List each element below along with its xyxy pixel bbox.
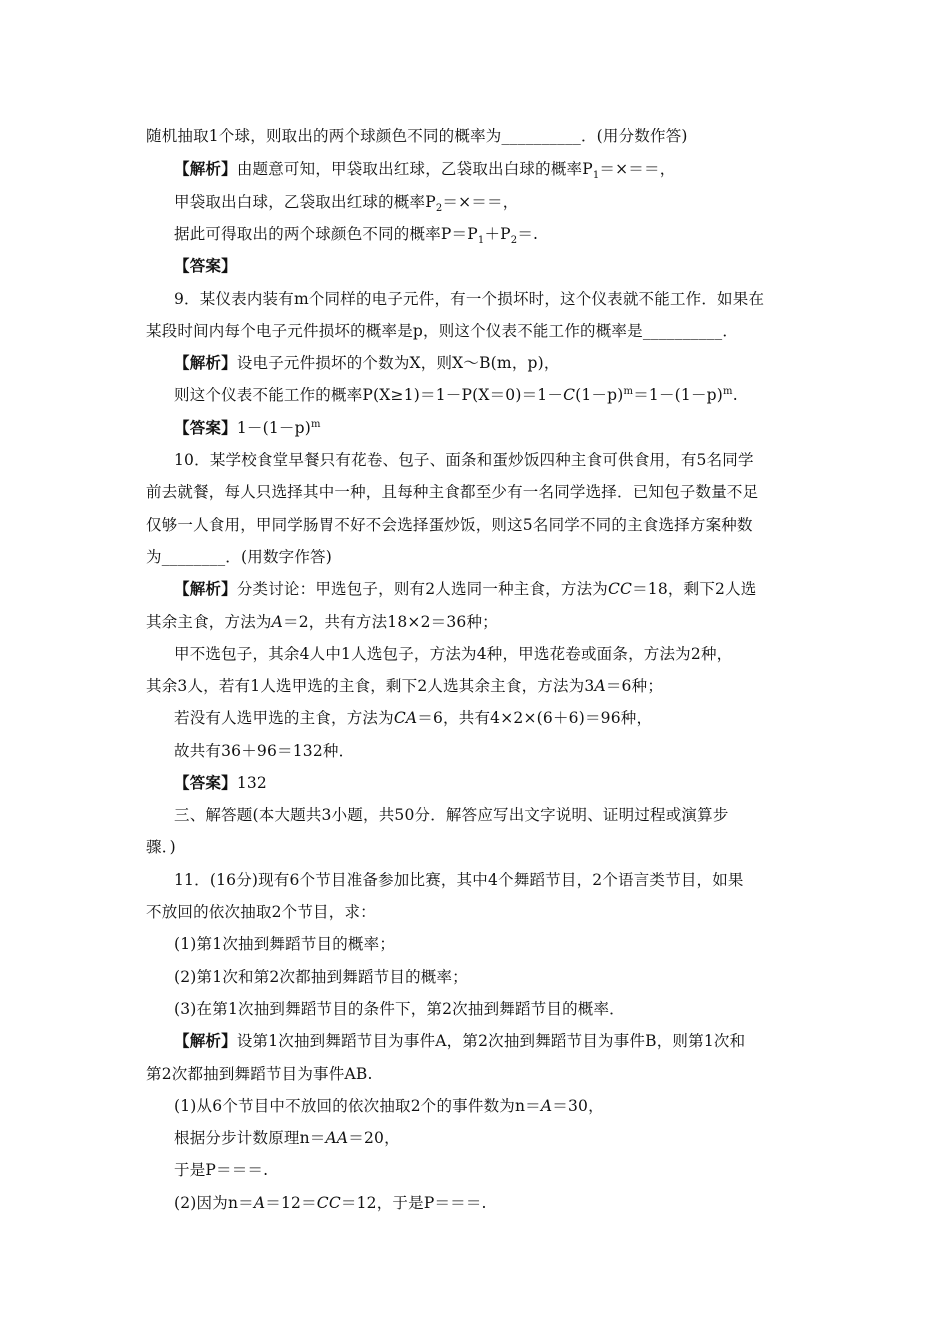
text-line: 故共有36＋96＝132种． [174, 742, 355, 760]
text-line: 骤．) [146, 838, 176, 856]
analysis-line: 【解析】由题意可知，甲袋取出红球，乙袋取出白球的概率$P_1=\times==$， [174, 159, 676, 182]
answer-tag: 【答案】 [174, 418, 237, 437]
analysis-line: 【解析】设电子元件损坏的个数为X，则X～B(m，p)， [174, 353, 560, 372]
text-line: (2)第1次和第2次都抽到舞蹈节目的概率； [174, 968, 468, 986]
analysis-tag: 【解析】 [174, 1031, 237, 1050]
text-line: 为________．(用数字作答) [146, 548, 332, 566]
analysis-tag: 【解析】 [174, 579, 237, 598]
text-line: (2)因为n＝A＝12＝CC＝12，于是P＝＝＝. [174, 1194, 487, 1212]
answer-line [174, 256, 844, 276]
question-line: 9．某仪表内装有m个同样的电子元件，有一个损坏时，这个仪表就不能工作．如果在 [174, 290, 765, 308]
text-line: 甲不选包子，其余4人中1人选包子，方法为4种，甲选花卷或面条，方法为2种， [174, 645, 733, 663]
question-line: 11．(16分)现有6个节目准备参加比赛，其中4个舞蹈节目，2个语言类节目，如果 [174, 871, 744, 889]
text-line: 某段时间内每个电子元件损坏的概率是p，则这个仪表不能工作的概率是__________． [146, 322, 739, 340]
text-line: 其余主食，方法为A＝2，共有方法18×2＝36种； [146, 613, 498, 631]
analysis-line: 【解析】分类讨论：甲选包子，则有2人选同一种主食，方法为CC＝18，剩下2人选 [174, 579, 757, 598]
text-line: 不放回的依次抽取2个节目，求： [146, 903, 376, 921]
answer-tag: 【答案】 [174, 256, 237, 275]
analysis-tag: 【解析】 [174, 353, 237, 372]
answer-line: 【答案】$1-(1-p)^m$ [174, 418, 321, 437]
text-line: 根据分步计数原理n＝AA＝20， [174, 1129, 400, 1147]
text-line: 第2次都抽到舞蹈节目为事件AB. [146, 1065, 373, 1083]
text-line: 随机抽取1个球，则取出的两个球颜色不同的概率为__________．(用分数作答) [146, 127, 688, 145]
analysis-tag: 【解析】 [174, 159, 237, 178]
text-line: 甲袋取出白球，乙袋取出红球的概率$P_2=\times==$， [174, 193, 519, 215]
text-line: (1)第1次抽到舞蹈节目的概率； [174, 935, 396, 953]
text-line: 据此可得取出的两个球颜色不同的概率$P=P_1+P_2=$. [174, 225, 539, 247]
text-line: 则这个仪表不能工作的概率$P(X\ge 1)=1-P(X=0)=1-C(1-p)^m=1-(1-p)^m$. [174, 385, 738, 404]
answer-tag: 【答案】 [174, 773, 237, 792]
text-line: 其余3人，若有1人选甲选的主食，剩下2人选其余主食，方法为3A＝6种； [146, 677, 664, 695]
answer-line: 【答案】132 [174, 773, 267, 792]
text-line: 若没有人选甲选的主食，方法为CA＝6，共有4×2×(6＋6)＝96种， [174, 709, 653, 727]
section-heading: 三、解答题(本大题共3小题，共50分．解答应写出文字说明、证明过程或演算步 [174, 806, 729, 824]
question-line: 10．某学校食堂早餐只有花卷、包子、面条和蛋炒饭四种主食可供食用，有5名同学 [174, 451, 754, 469]
text-line: 前去就餐，每人只选择其中一种，且每种主食都至少有一名同学选择．已知包子数量不足 [146, 483, 759, 501]
text-line: (1)从6个节目中不放回的依次抽取2个的事件数为n＝A＝30， [174, 1097, 604, 1115]
analysis-line: 【解析】设第1次抽到舞蹈节目为事件A，第2次抽到舞蹈节目为事件B，则第1次和 [174, 1031, 746, 1050]
text-line: 仅够一人食用，甲同学肠胃不好不会选择蛋炒饭，则这5名同学不同的主食选择方案种数 [146, 516, 753, 534]
text-line: 于是P＝＝＝. [174, 1161, 269, 1179]
text-line: (3)在第1次抽到舞蹈节目的条件下，第2次抽到舞蹈节目的概率． [174, 1000, 625, 1018]
